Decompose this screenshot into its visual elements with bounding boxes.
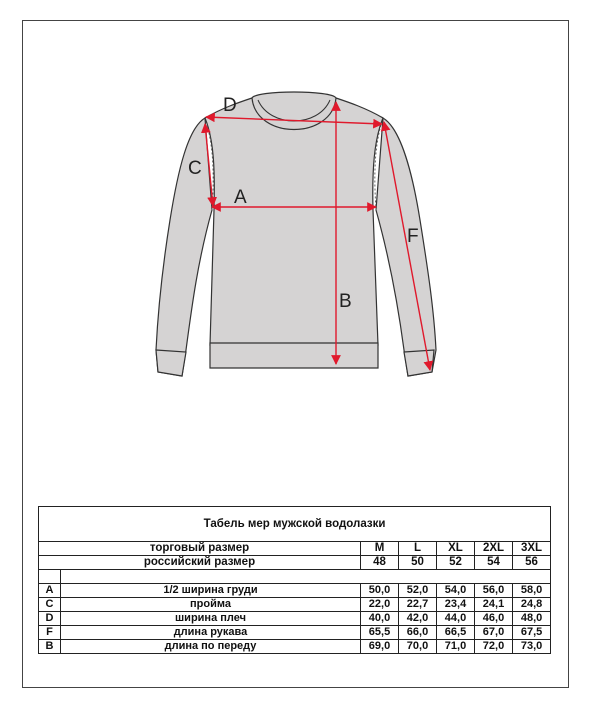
russian-size-row <box>39 556 551 570</box>
russian-size-cell: 52 <box>437 556 475 570</box>
row-value: 65,5 <box>361 626 399 640</box>
label-a: A <box>234 187 247 208</box>
right-cuff <box>404 350 434 376</box>
table-row <box>39 612 551 626</box>
trade-size-cell: L <box>399 542 437 556</box>
row-code: B <box>39 640 61 654</box>
table-row <box>39 584 551 598</box>
row-value: 40,0 <box>361 612 399 626</box>
sweater-body <box>205 98 383 345</box>
row-value: 48,0 <box>513 612 551 626</box>
row-value: 50,0 <box>361 584 399 598</box>
hem-band <box>210 343 378 368</box>
table-title: Табель мер мужской водолазки <box>39 507 551 542</box>
russian-size-cell: 56 <box>513 556 551 570</box>
russian-size-cell: 54 <box>475 556 513 570</box>
russian-size-cell: 48 <box>361 556 399 570</box>
trade-size-row <box>39 542 551 556</box>
row-value: 24,8 <box>513 598 551 612</box>
trade-size-cell: M <box>361 542 399 556</box>
trade-size-cell: 3XL <box>513 542 551 556</box>
spacer-cell <box>39 570 61 584</box>
trade-size-cell: XL <box>437 542 475 556</box>
row-value: 24,1 <box>475 598 513 612</box>
table-row <box>39 640 551 654</box>
row-name: ширина плеч <box>61 612 361 626</box>
row-value: 56,0 <box>475 584 513 598</box>
row-value: 52,0 <box>399 584 437 598</box>
label-b: B <box>339 291 352 312</box>
spacer-row <box>39 570 551 584</box>
row-code: A <box>39 584 61 598</box>
label-f: F <box>407 226 419 247</box>
size-chart-table <box>38 506 551 654</box>
row-value: 72,0 <box>475 640 513 654</box>
row-value: 67,0 <box>475 626 513 640</box>
row-value: 23,4 <box>437 598 475 612</box>
trade-size-label: торговый размер <box>39 542 361 556</box>
table-title-row <box>39 507 551 542</box>
row-value: 69,0 <box>361 640 399 654</box>
row-value: 66,0 <box>399 626 437 640</box>
right-sleeve <box>376 118 436 376</box>
row-code: D <box>39 612 61 626</box>
row-value: 71,0 <box>437 640 475 654</box>
row-value: 70,0 <box>399 640 437 654</box>
spacer-cell <box>61 570 551 584</box>
row-value: 73,0 <box>513 640 551 654</box>
row-value: 67,5 <box>513 626 551 640</box>
table-row <box>39 626 551 640</box>
row-code: C <box>39 598 61 612</box>
row-value: 42,0 <box>399 612 437 626</box>
row-value: 46,0 <box>475 612 513 626</box>
sweater-drawing <box>156 92 436 376</box>
row-value: 58,0 <box>513 584 551 598</box>
row-name: пройма <box>61 598 361 612</box>
label-c: C <box>188 158 202 179</box>
row-name: длина рукава <box>61 626 361 640</box>
left-sleeve <box>156 118 212 376</box>
row-value: 66,5 <box>437 626 475 640</box>
row-name: 1/2 ширина груди <box>61 584 361 598</box>
row-value: 22,0 <box>361 598 399 612</box>
row-value: 22,7 <box>399 598 437 612</box>
row-value: 44,0 <box>437 612 475 626</box>
russian-size-label: российский размер <box>39 556 361 570</box>
left-cuff <box>156 350 186 376</box>
label-d: D <box>223 95 237 116</box>
row-name: длина по переду <box>61 640 361 654</box>
row-code: F <box>39 626 61 640</box>
trade-size-cell: 2XL <box>475 542 513 556</box>
russian-size-cell: 50 <box>399 556 437 570</box>
table-row <box>39 598 551 612</box>
row-value: 54,0 <box>437 584 475 598</box>
